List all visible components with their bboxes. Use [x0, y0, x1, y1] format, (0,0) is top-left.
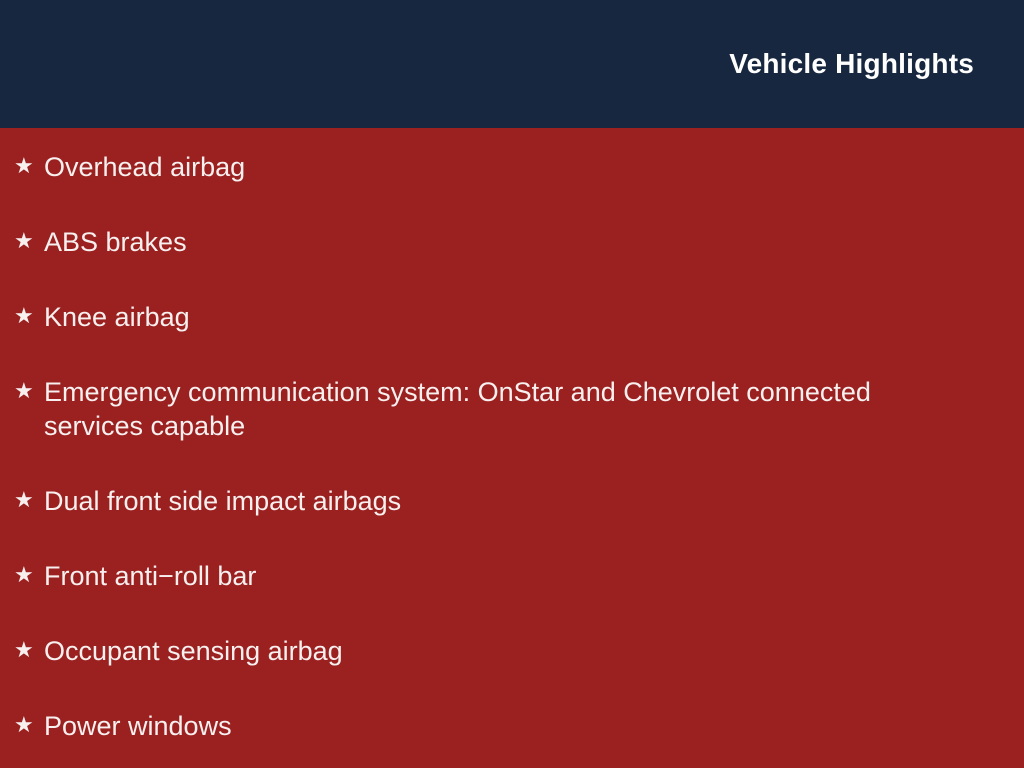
list-item	[14, 150, 994, 184]
highlight-label: Emergency communication system: OnStar and Chevrolet connected services capable	[44, 377, 871, 441]
list-item	[14, 559, 994, 593]
star-bullet-icon: ★	[14, 638, 34, 663]
slide-header	[0, 0, 1024, 128]
list-item	[14, 225, 994, 259]
highlight-label: Overhead airbag	[44, 152, 246, 182]
list-item	[14, 484, 994, 518]
slide-body	[0, 128, 1024, 768]
star-bullet-icon: ★	[14, 563, 34, 588]
highlight-label: Occupant sensing airbag	[44, 636, 343, 666]
star-bullet-icon: ★	[14, 379, 34, 404]
star-bullet-icon: ★	[14, 713, 34, 738]
highlight-label: Power windows	[44, 711, 232, 741]
highlights-list	[14, 150, 994, 743]
highlight-label: Knee airbag	[44, 302, 190, 332]
highlight-label: Dual front side impact airbags	[44, 486, 402, 516]
highlight-label: ABS brakes	[44, 227, 187, 257]
star-bullet-icon: ★	[14, 488, 34, 513]
highlight-label: Front anti−roll bar	[44, 561, 257, 591]
star-bullet-icon: ★	[14, 304, 34, 329]
page-title: Vehicle Highlights	[729, 48, 974, 79]
list-item	[14, 300, 994, 334]
list-item	[14, 634, 994, 668]
star-bullet-icon: ★	[14, 154, 34, 179]
list-item	[14, 375, 994, 443]
star-bullet-icon: ★	[14, 229, 34, 254]
list-item	[14, 709, 994, 743]
